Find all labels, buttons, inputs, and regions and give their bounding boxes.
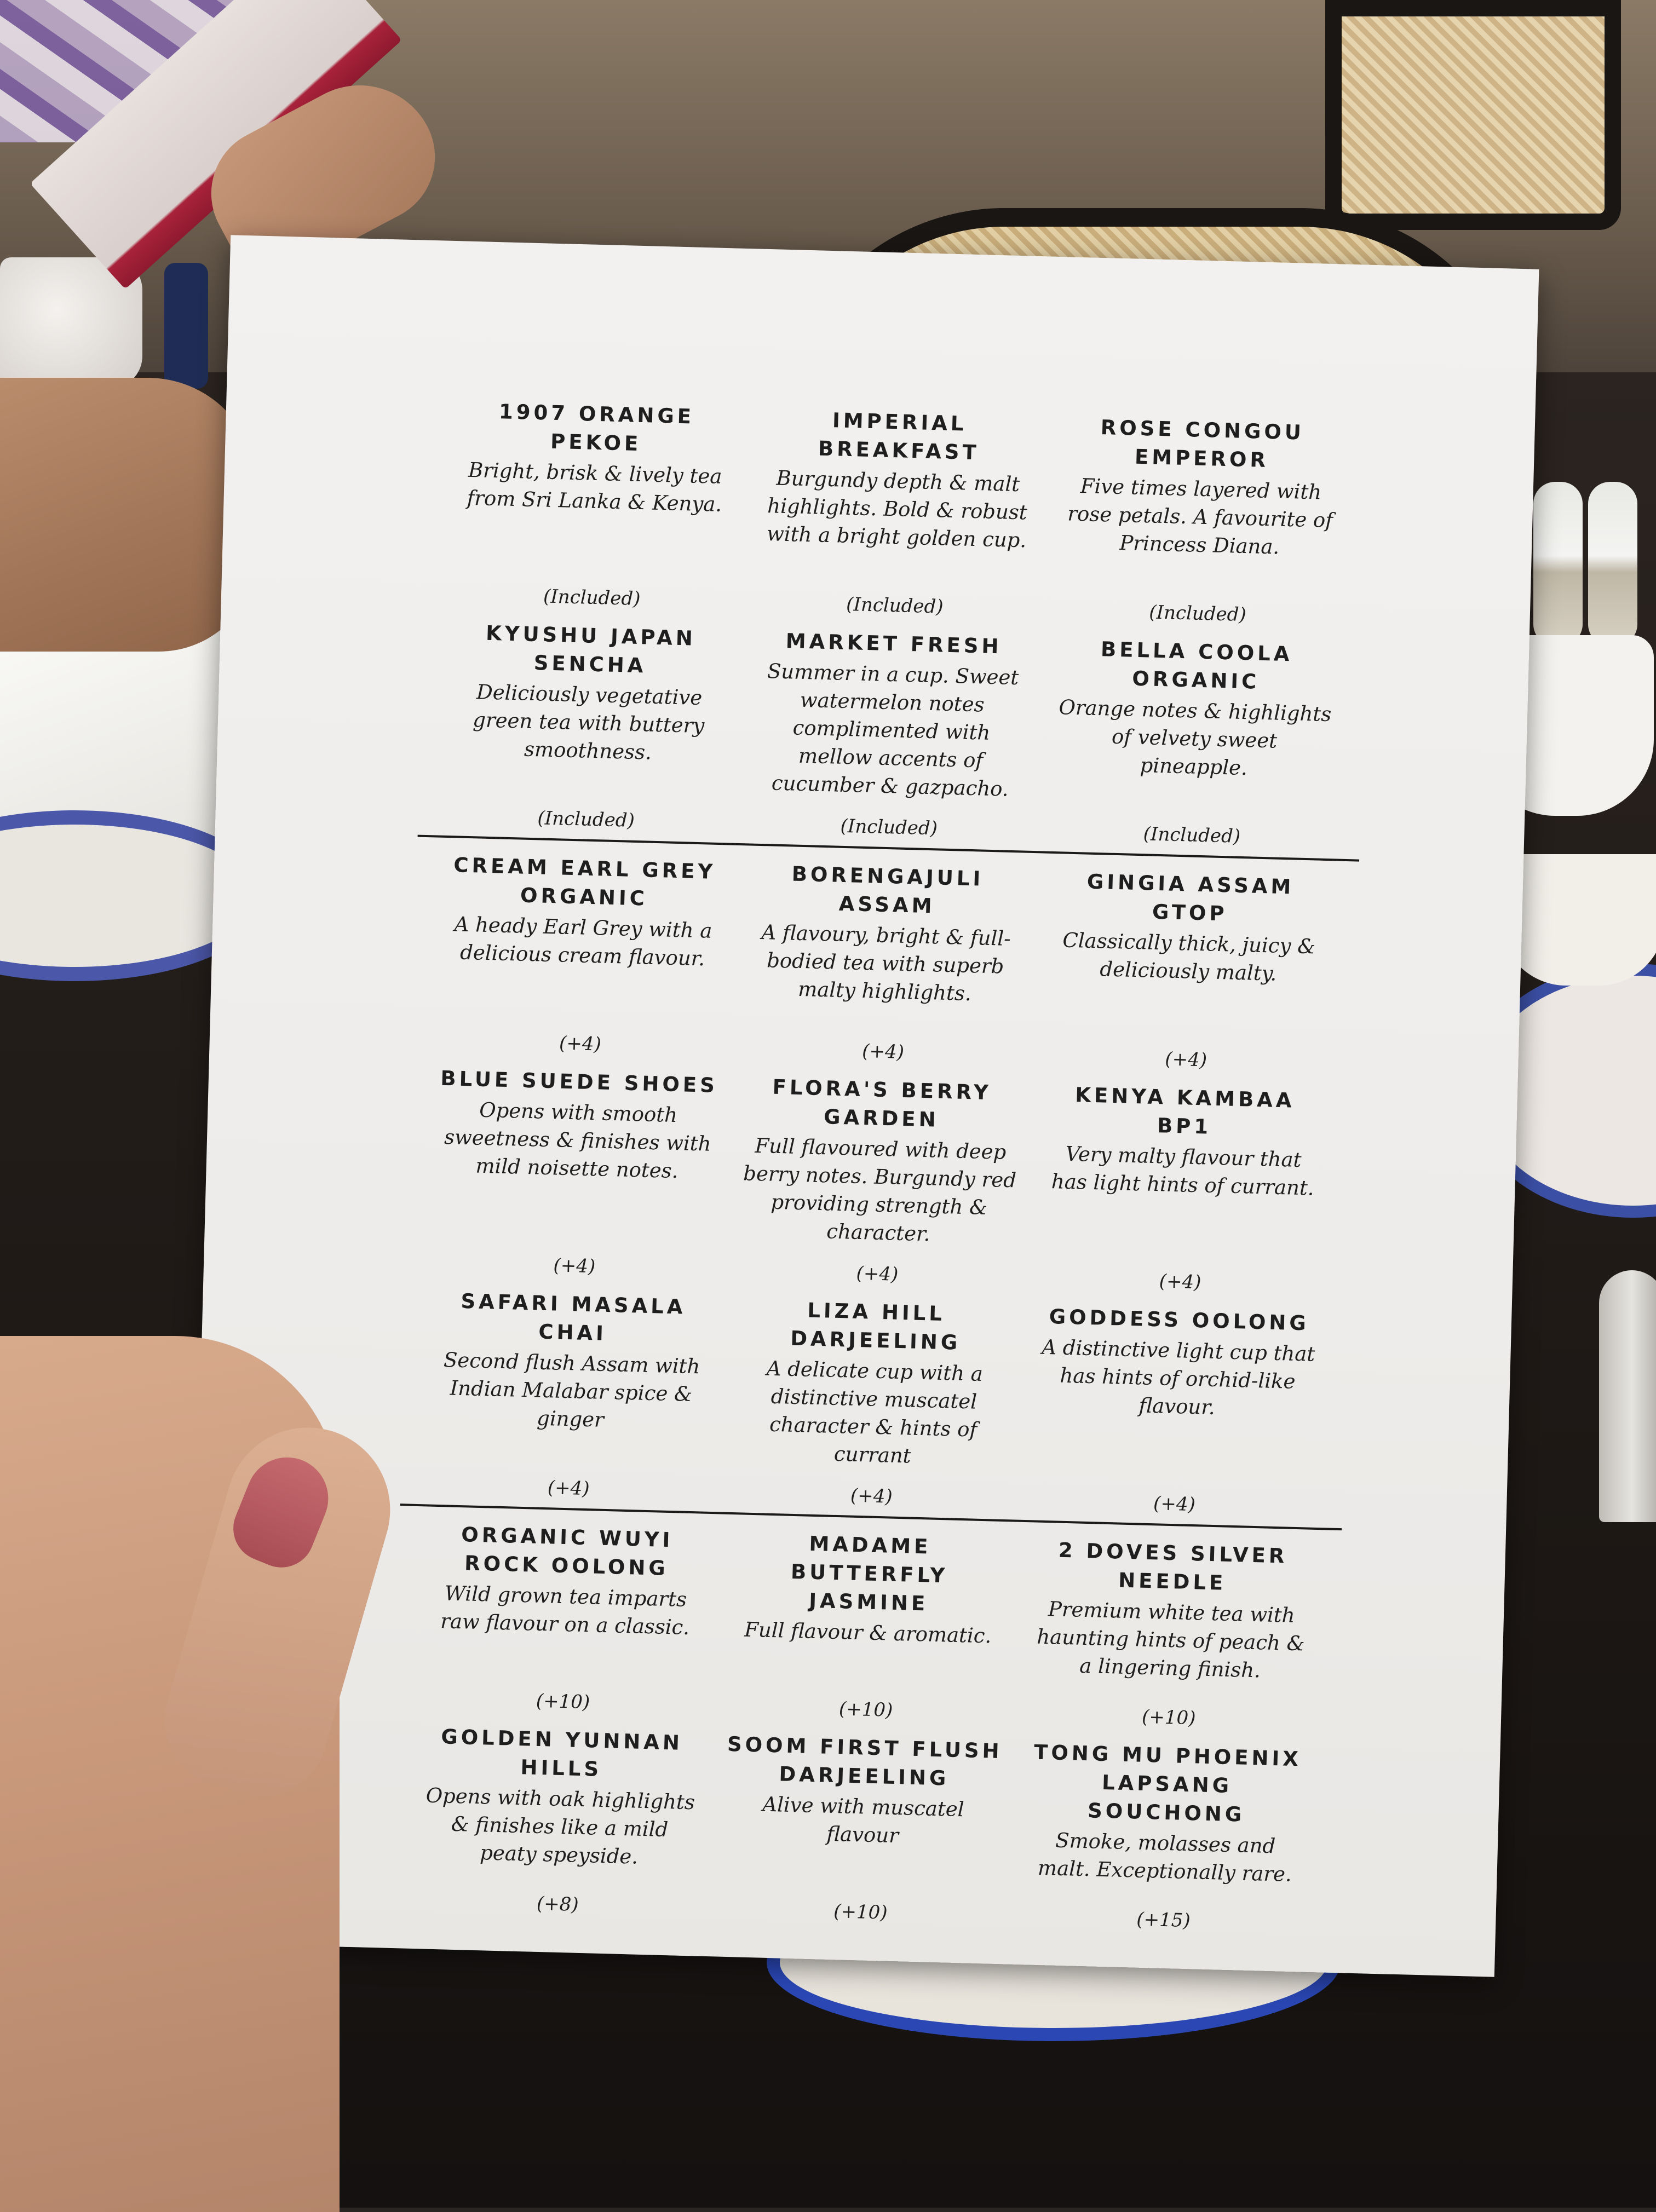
item-description: Full flavour & aromatic. xyxy=(744,1617,992,1648)
menu-item xyxy=(731,1287,1017,1516)
item-description: Five times layered with rose petals. A favourite of Princess Diana. xyxy=(1067,474,1333,559)
menu-item xyxy=(754,397,1041,626)
item-name: BORENGAJULI ASSAM xyxy=(791,862,984,918)
item-name: ORGANIC WUYI ROCK OOLONG xyxy=(461,1523,674,1581)
item-price: (+10) xyxy=(833,1900,888,1924)
item-description: Wild grown tea imparts raw flavour on a classic. xyxy=(440,1581,690,1640)
hand-top-left xyxy=(0,378,257,652)
menu-item xyxy=(742,851,1028,1072)
item-price: (+4) xyxy=(547,1477,590,1500)
item-description: Alive with muscatel flavour xyxy=(762,1792,965,1848)
item-description: Smoke, molasses and malt. Exceptionally rare. xyxy=(1037,1828,1292,1886)
menu-item xyxy=(1028,1528,1314,1737)
item-price: (+10) xyxy=(1141,1706,1196,1730)
item-price: (+8) xyxy=(536,1892,579,1916)
item-description: Summer in a cup. Sweet watermelon notes complimented with mellow accents of cucumber & gazpacho. xyxy=(767,659,1019,801)
item-description: Classically thick, juicy & deliciously malty. xyxy=(1062,928,1316,986)
item-name: LIZA HILL DARJEELING xyxy=(790,1298,961,1355)
item-name: GOLDEN YUNNAN HILLS xyxy=(440,1725,683,1781)
item-price: (Included) xyxy=(1148,601,1247,626)
item-name: 2 DOVES SILVER NEEDLE xyxy=(1058,1538,1288,1595)
item-price: (+4) xyxy=(553,1254,596,1278)
item-description: Full flavoured with deep berry notes. Burgundy red providing strength & character. xyxy=(743,1133,1017,1246)
item-price: (+4) xyxy=(1153,1493,1196,1516)
item-price: (+10) xyxy=(536,1690,590,1714)
item-name: MARKET FRESH xyxy=(785,629,1002,659)
menu-item xyxy=(428,1279,715,1508)
item-name: SOOM FIRST FLUSH DARJEELING xyxy=(727,1732,1003,1790)
item-price: (+10) xyxy=(838,1698,893,1721)
item-name: IMPERIAL BREAKFAST xyxy=(818,408,980,465)
menu-content xyxy=(417,389,1344,1940)
item-name: FLORA'S BERRY GARDEN xyxy=(772,1075,992,1132)
menu-item xyxy=(1039,1073,1326,1302)
item-price: (Included) xyxy=(840,815,938,840)
item-price: (+4) xyxy=(1164,1048,1208,1072)
menu-item xyxy=(417,1714,703,1924)
item-description: A delicate cup with a distinctive muscatel character & hints of currant xyxy=(766,1356,984,1468)
item-name: BELLA COOLA ORGANIC xyxy=(1100,637,1293,694)
menu-item xyxy=(1022,1730,1309,1940)
item-description: A heady Earl Grey with a delicious cream flavour. xyxy=(454,912,712,971)
item-price: (+4) xyxy=(861,1040,905,1063)
item-price: (Included) xyxy=(537,807,635,832)
cane-chair-right xyxy=(1325,0,1621,230)
item-description: Second flush Assam with Indian Malabar spice & ginger xyxy=(443,1348,700,1432)
menu-item xyxy=(433,1057,720,1286)
wristwatch xyxy=(164,263,208,389)
item-description: A distinctive light cup that has hints of orchid-like flavour. xyxy=(1041,1335,1315,1420)
menu-section-plus-4 xyxy=(428,843,1332,1524)
item-description: Premium white tea with haunting hints of peach & a lingering finish. xyxy=(1036,1597,1306,1683)
menu-section-premium xyxy=(417,1512,1314,1940)
item-price: (Included) xyxy=(543,585,641,610)
menu-item xyxy=(748,619,1035,848)
menu-item xyxy=(1045,859,1331,1080)
menu-item xyxy=(451,389,738,618)
item-description: Very malty flavour that has light hints of currant. xyxy=(1051,1142,1315,1200)
item-description: Burgundy depth & malt highlights. Bold & robust with a bright golden cup. xyxy=(766,466,1028,552)
menu-item xyxy=(1033,1295,1320,1524)
menu-item xyxy=(422,1512,709,1721)
item-description: Deliciously vegetative green tea with buttery smoothness. xyxy=(472,680,705,764)
item-description: Opens with oak highlights & finishes like a mild peaty speyside. xyxy=(426,1783,695,1869)
item-name: GINGIA ASSAM GTOP xyxy=(1086,869,1295,926)
item-name: 1907 ORANGE PEKOE xyxy=(498,400,695,456)
item-name: KENYA KAMBAA BP1 xyxy=(1074,1083,1296,1139)
item-description: A flavoury, bright & full-bodied tea with superb malty highlights. xyxy=(761,920,1011,1006)
menu-item xyxy=(1057,405,1344,633)
item-name: MADAME BUTTERFLY JASMINE xyxy=(790,1531,948,1616)
hourglass xyxy=(1533,482,1583,646)
hourglass xyxy=(1588,482,1637,646)
butter-knife xyxy=(1599,1270,1656,1522)
item-price: (+4) xyxy=(856,1262,899,1286)
item-description: Orange notes & highlights of velvety sweet pineapple. xyxy=(1059,695,1332,780)
menu-item xyxy=(445,610,732,839)
item-name: SAFARI MASALA CHAI xyxy=(460,1289,687,1345)
tea-menu-sheet xyxy=(186,235,1539,1977)
item-price: (+4) xyxy=(559,1032,602,1056)
item-name: ROSE CONGOU EMPEROR xyxy=(1100,415,1305,473)
teacup xyxy=(1500,854,1656,986)
menu-section-included xyxy=(445,389,1344,855)
item-name: GODDESS OOLONG xyxy=(1049,1305,1310,1335)
item-name: CREAM EARL GREY ORGANIC xyxy=(453,853,716,911)
item-price: (+4) xyxy=(850,1484,893,1508)
item-price: (Included) xyxy=(1143,823,1241,848)
menu-item xyxy=(439,843,726,1064)
item-price: (+15) xyxy=(1136,1908,1191,1932)
menu-item xyxy=(1051,626,1338,855)
item-price: (Included) xyxy=(846,593,944,618)
item-description: Bright, brisk & lively tea from Sri Lanka & Kenya. xyxy=(467,458,722,516)
item-name: TONG MU PHOENIX LAPSANG SOUCHONG xyxy=(1033,1740,1302,1827)
item-name: KYUSHU JAPAN SENCHA xyxy=(485,621,697,678)
menu-item xyxy=(737,1064,1024,1294)
item-price: (+4) xyxy=(1159,1270,1201,1294)
menu-item xyxy=(720,1723,1006,1932)
menu-item xyxy=(725,1520,1011,1730)
item-name: BLUE SUEDE SHOES xyxy=(440,1066,718,1098)
item-description: Opens with smooth sweetness & finishes with mild noisette notes. xyxy=(444,1098,712,1183)
